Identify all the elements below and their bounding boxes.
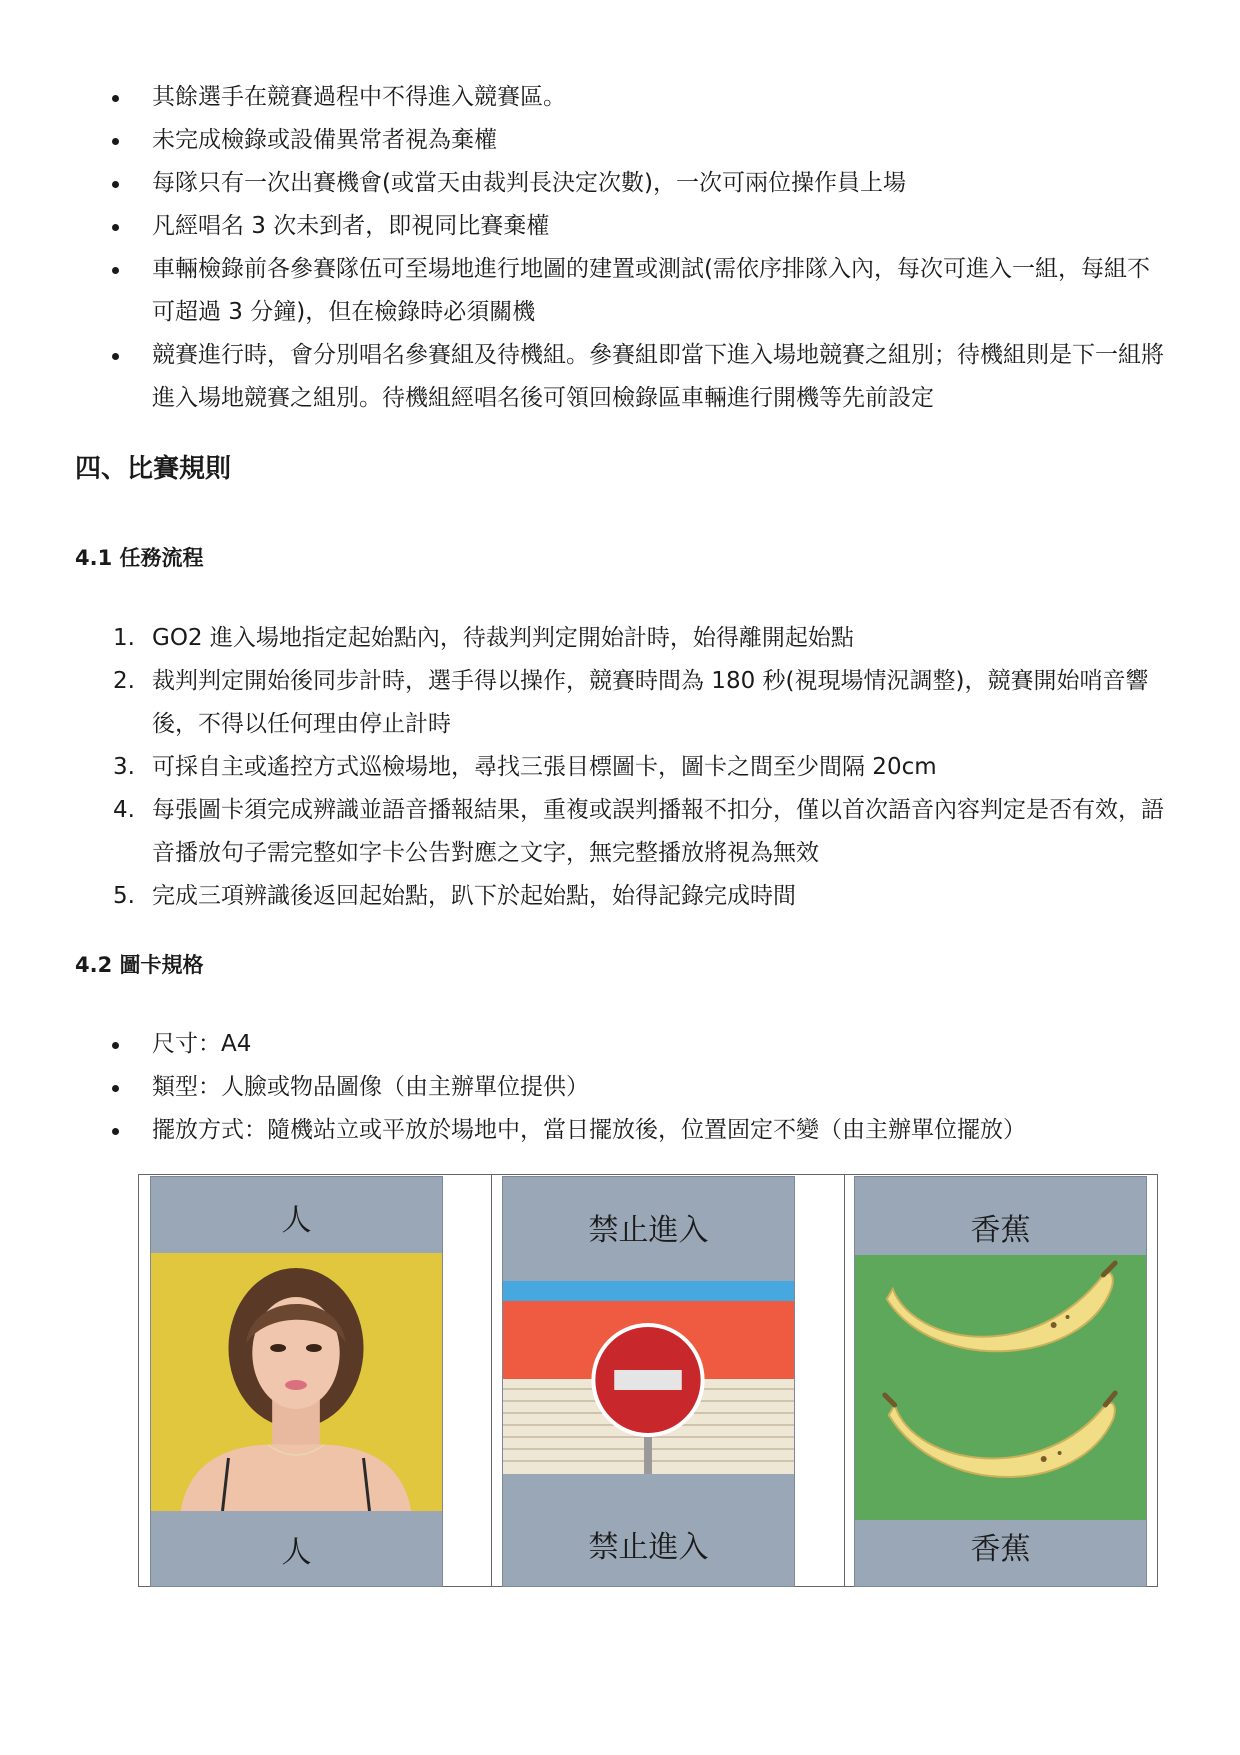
card-bananas: [854, 1176, 1147, 1587]
card-bottom-label: 香蕉: [970, 1532, 1031, 1567]
step-number: 1.: [113, 625, 135, 651]
card-person: [150, 1176, 443, 1587]
card-bottom-label: 人: [281, 1535, 312, 1570]
step-text: 完成三項辨識後返回起始點，趴下於起始點，始得記錄完成時間: [152, 883, 796, 909]
list-item: [110, 746, 1170, 789]
card-top-label: 人: [281, 1203, 312, 1238]
list-item: 競賽進行時，會分別唱名參賽組及待機組。參賽組即當下進入場地競賽之組別；待機組則是下一組將進入場地競賽之組別。待機組經唱名後可領回檢錄區車輛進行開機等先前設定: [110, 334, 1170, 420]
table-divider: [844, 1175, 845, 1586]
list-item: 類型：人臉或物品圖像（由主辦單位提供）: [110, 1066, 1170, 1109]
step-text: 每張圖卡須完成辨識並語音播報結果，重複或誤判播報不扣分，僅以首次語音內容判定是否有效，語音播放句子需完整如字卡公告對應之文字，無完整播放將視為無效: [152, 797, 1164, 866]
card-top-label: 香蕉: [970, 1213, 1031, 1248]
bananas-photo: [855, 1255, 1146, 1520]
subsection-heading-card-spec: 4.2 圖卡規格: [75, 953, 204, 977]
card-examples-table: [138, 1174, 1158, 1587]
no-entry-sign-photo: [503, 1281, 794, 1474]
task-flow-steps: [110, 617, 1170, 918]
list-item: 其餘選手在競賽過程中不得進入競賽區。: [110, 76, 1170, 119]
list-item: 擺放方式：隨機站立或平放於場地中，當日擺放後，位置固定不變（由主辦單位擺放）: [110, 1109, 1170, 1152]
list-item: [110, 789, 1170, 875]
card-bottom-label: 禁止進入: [588, 1530, 709, 1565]
section-heading: 四、比賽規則: [75, 454, 232, 484]
card-spec-bullet-list: [110, 1023, 1170, 1152]
list-item: [110, 875, 1170, 918]
subsection-heading-task-flow: 4.1 任務流程: [75, 546, 204, 570]
table-divider: [491, 1175, 492, 1586]
list-item: 車輛檢錄前各參賽隊伍可至場地進行地圖的建置或測試(需依序排隊入內，每次可進入一組，每組不可超過 3 分鐘)，但在檢錄時必須關機: [110, 248, 1170, 334]
step-number: 5.: [113, 883, 135, 909]
list-item: [110, 617, 1170, 660]
card-no-entry: [502, 1176, 795, 1587]
step-number: 3.: [113, 754, 135, 780]
step-text: 裁判判定開始後同步計時，選手得以操作，競賽時間為 180 秒(視現場情況調整)，競賽開始哨音響後，不得以任何理由停止計時: [152, 668, 1149, 737]
rules-bullet-list: [110, 76, 1170, 420]
list-item: [110, 660, 1170, 746]
step-text: GO2 進入場地指定起始點內，待裁判判定開始計時，始得離開起始點: [152, 625, 854, 651]
step-number: 2.: [113, 668, 135, 694]
step-text: 可採自主或遙控方式巡檢場地，尋找三張目標圖卡，圖卡之間至少間隔 20cm: [152, 754, 937, 780]
list-item: 每隊只有一次出賽機會(或當天由裁判長決定次數)，一次可兩位操作員上場: [110, 162, 1170, 205]
woman-portrait-photo: [151, 1253, 442, 1511]
step-number: 4.: [113, 797, 135, 823]
card-top-label: 禁止進入: [588, 1213, 709, 1248]
list-item: 尺寸：A4: [110, 1023, 1170, 1066]
list-item: 凡經唱名 3 次未到者，即視同比賽棄權: [110, 205, 1170, 248]
list-item: 未完成檢錄或設備異常者視為棄權: [110, 119, 1170, 162]
